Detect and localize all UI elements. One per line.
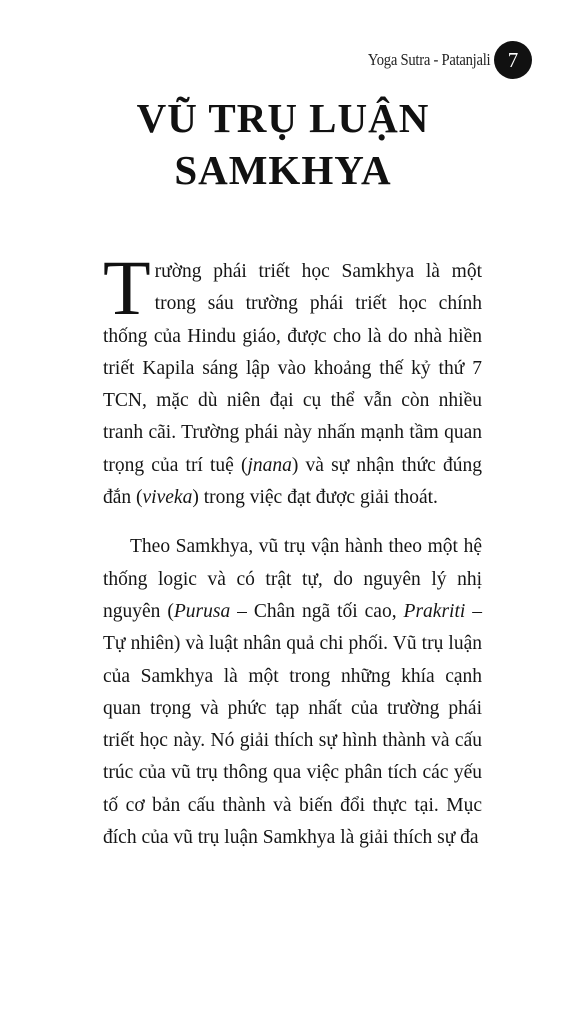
paragraph-1 (103, 244, 482, 514)
running-header (348, 41, 532, 79)
term-jnana: jnana (247, 454, 292, 476)
paragraph-1-text-c: ) trong việc đạt được giải thoát. (192, 487, 438, 509)
paragraph-2 (103, 531, 482, 854)
paragraph-1-text-b: ) và sự nhận thức đúng đắn ( (103, 454, 482, 509)
term-viveka: viveka (142, 487, 193, 509)
chapter-title (0, 92, 566, 196)
paragraph-2-text-a: Theo Samkhya, vũ trụ vận hành theo một hệ thống logic và có trật tự, do nguyên lý nhị nguyên ( (103, 536, 482, 622)
paragraph-2-text-b: – Chân ngã tối cao, (230, 600, 404, 622)
running-title: Yoga Sutra - Patanjali (367, 50, 490, 69)
drop-cap: T (103, 244, 151, 331)
term-prakriti: Prakriti (403, 600, 466, 622)
paragraph-2-text-c: – Tự nhiên) và luật nhân quả chi phối. Vũ trụ luận của Samkhya là một trong những khía cạnh quan trọng và phức tạp nhất của trường phái triết học này. Nó giải thích sự hình thành và cấu trúc của vũ trụ thông qua việc phân tích các yếu tố cơ bản cấu thành và biến đổi thực tại. Mục đích của vũ trụ luận Samkhya là giải thích sự đa (103, 600, 483, 849)
page-number-badge: 7 (494, 41, 532, 79)
chapter-title-line2: SAMKHYA (174, 147, 392, 193)
body-text (103, 244, 483, 854)
paragraph-1-text-a: rường phái triết học Samkhya là một trong sáu trường phái triết học chính thống của Hindu giáo, được cho là do nhà hiền triết Kapila sáng lập vào khoảng thế kỷ thứ 7 TCN, mặc dù niên đại cụ thể vẫn còn nhiều tranh cãi. Trường phái này nhấn mạnh tầm quan trọng của trí tuệ ( (103, 261, 482, 476)
term-purusa: Purusa (173, 600, 231, 622)
chapter-title-line1: VŨ TRỤ LUẬN (136, 95, 430, 141)
